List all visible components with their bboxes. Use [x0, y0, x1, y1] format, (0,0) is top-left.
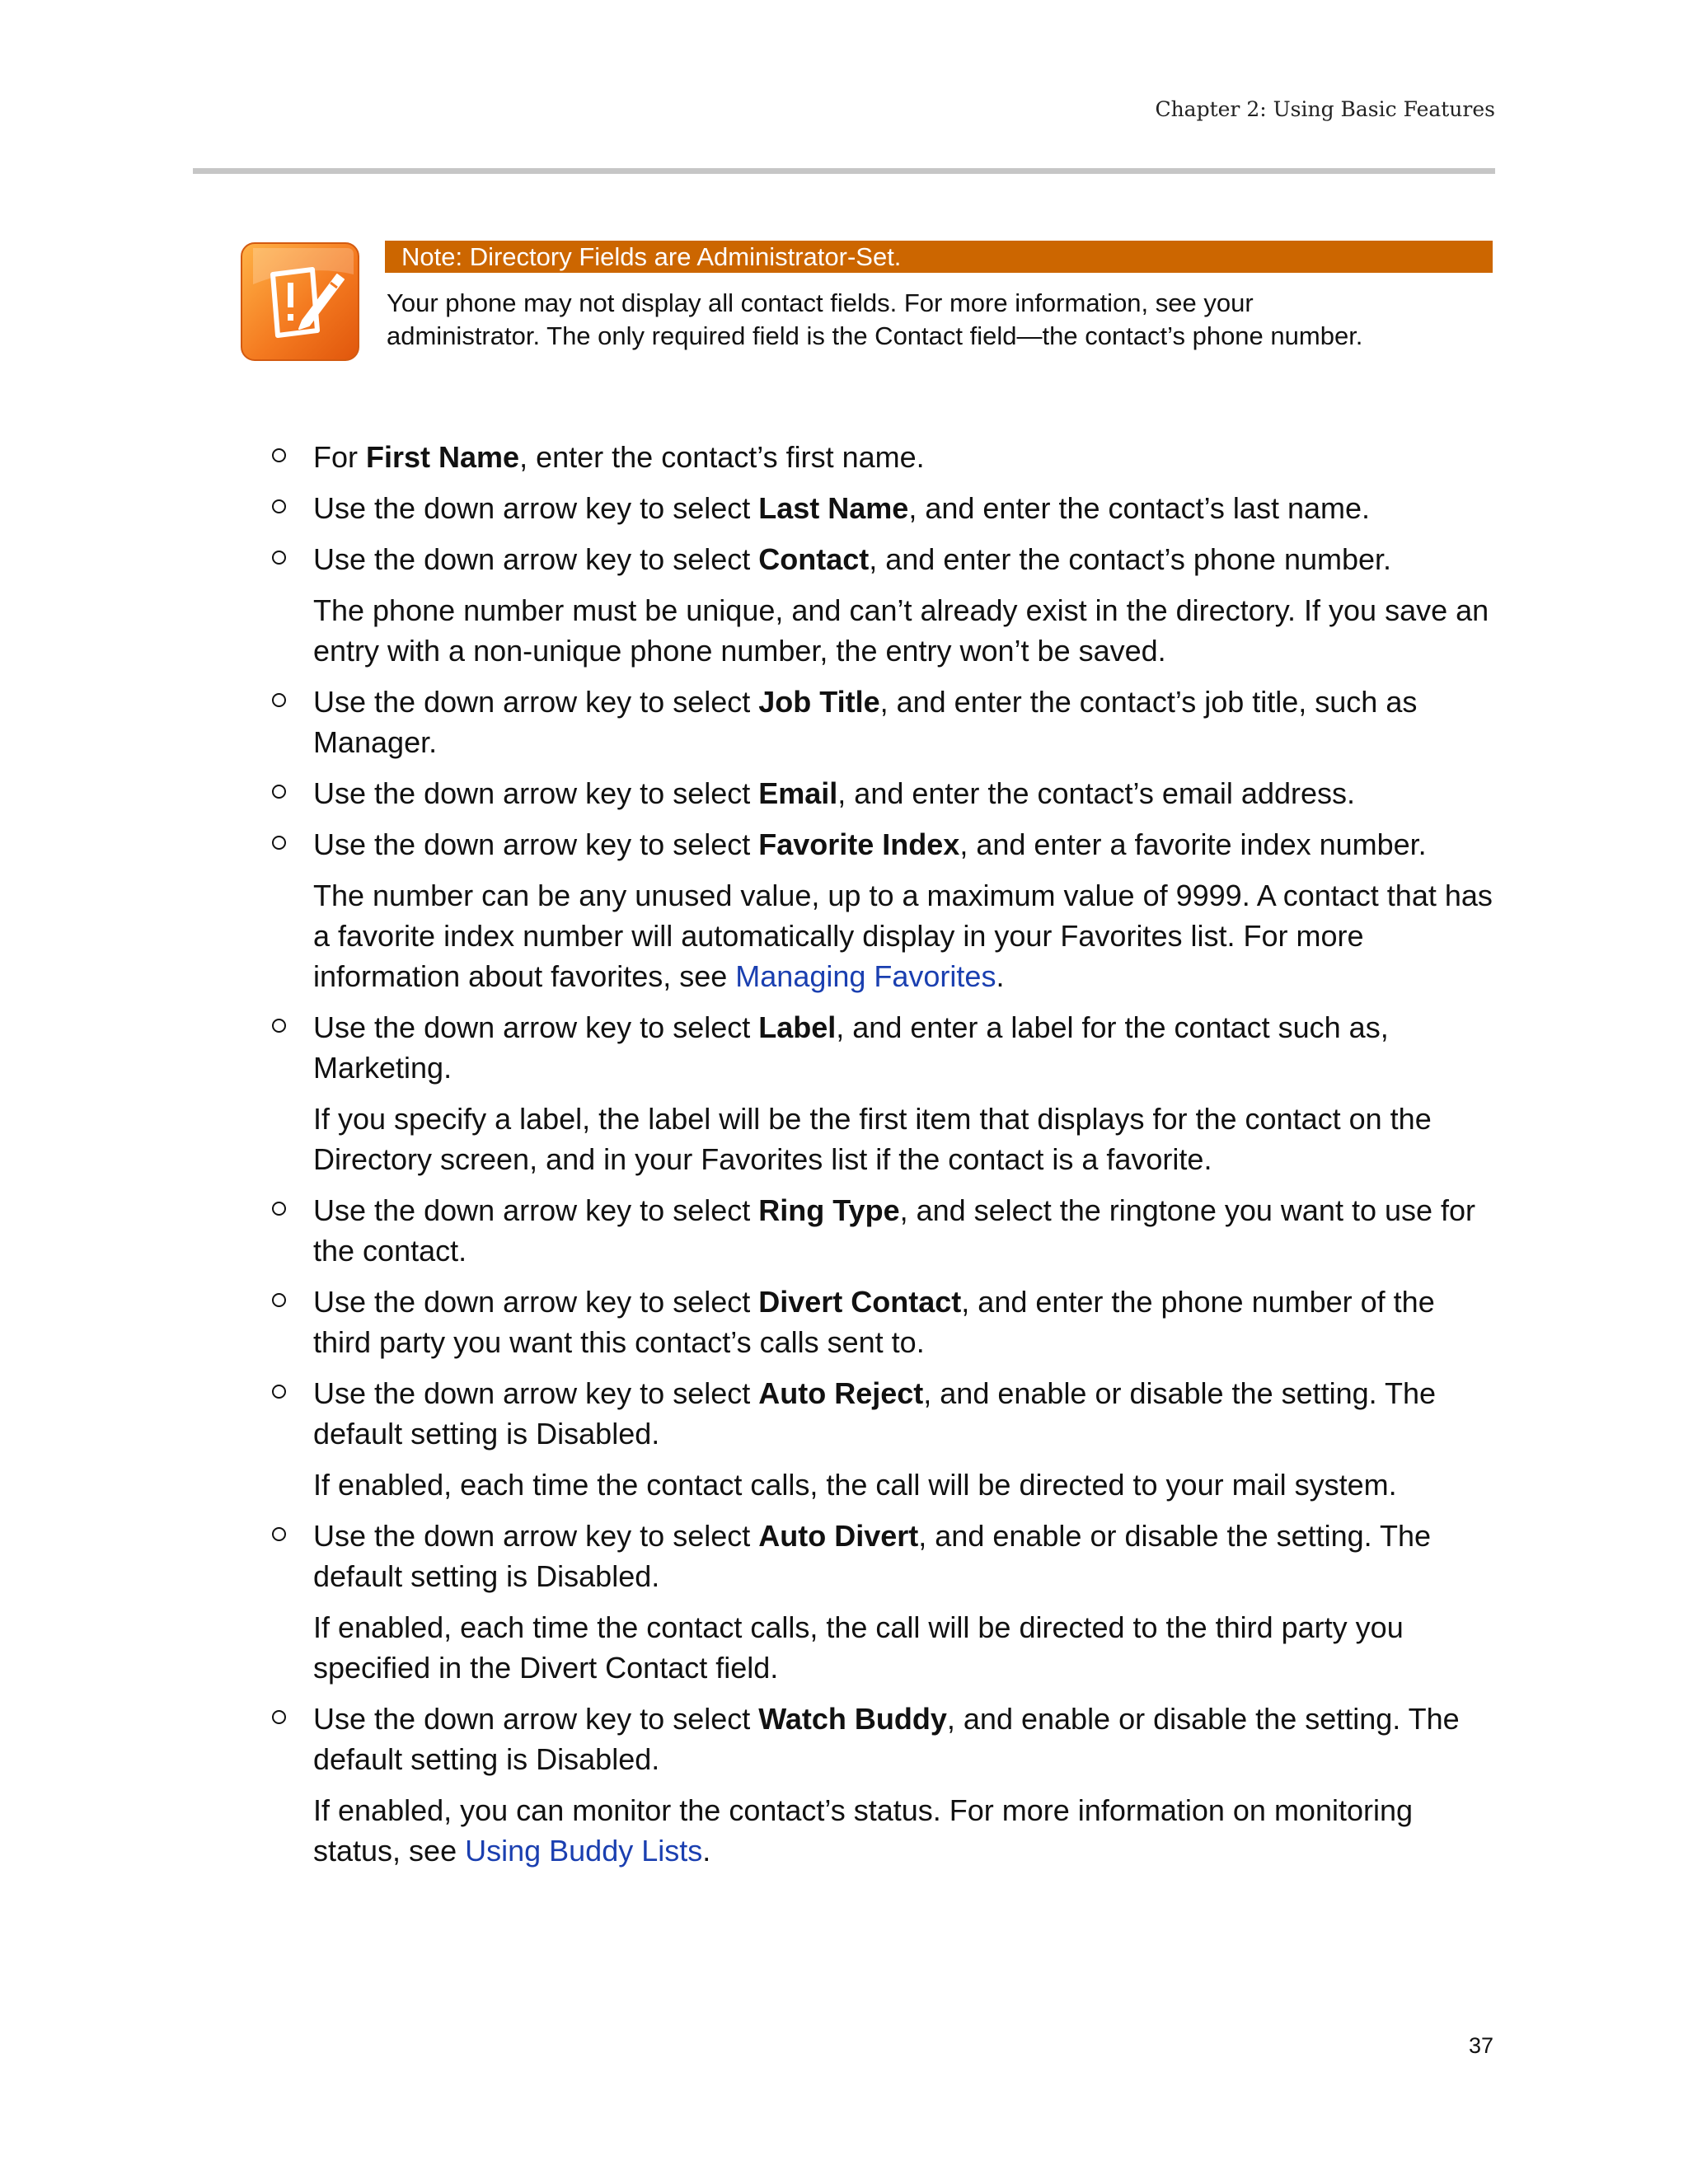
- hollow-circle-bullet-icon: [272, 1293, 286, 1307]
- using-buddy-lists-link[interactable]: Using Buddy Lists: [465, 1834, 703, 1868]
- hollow-circle-bullet-icon: [272, 1019, 286, 1033]
- step-detail: The number can be any unused value, up to a maximum value of 9999. A contact that has a favorite index number will automatically display in your Favorites list. For more information about favorites, see Managing Favorites.: [313, 879, 1493, 993]
- step-watch-buddy: Use the down arrow key to select Watch Buddy, and enable or disable the setting. The default setting is Disabled. If enabled, you can monitor the contact’s status. For more information on monitoring status, see Using Buddy Lists.: [272, 1699, 1500, 1871]
- header-divider: [193, 168, 1495, 174]
- step-favorite-index: Use the down arrow key to select Favorite Index, and enter a favorite index number. The number can be any unused value, up to a maximum value of 9999. A contact that has a favorite index number will automatically display in your Favorites list. For more information about favorites, see Managing Favorites.: [272, 824, 1500, 996]
- hollow-circle-bullet-icon: [272, 785, 286, 799]
- hollow-circle-bullet-icon: [272, 499, 286, 513]
- step-detail: If enabled, you can monitor the contact’s status. For more information on monitoring status, see Using Buddy Lists.: [313, 1793, 1414, 1868]
- step-first-name: For First Name, enter the contact’s first name.: [272, 437, 1500, 477]
- step-detail: The phone number must be unique, and can’t already exist in the directory. If you save an entry with a non-unique phone number, the entry won’t be saved.: [313, 593, 1489, 668]
- hollow-circle-bullet-icon: [272, 551, 286, 565]
- step-ring-type: Use the down arrow key to select Ring Type, and select the ringtone you want to use for the contact.: [272, 1190, 1500, 1271]
- hollow-circle-bullet-icon: [272, 1202, 286, 1216]
- step-auto-reject: Use the down arrow key to select Auto Reject, and enable or disable the setting. The default setting is Disabled. If enabled, each time the contact calls, the call will be directed to your mail system.: [272, 1373, 1500, 1505]
- step-email: Use the down arrow key to select Email, and enter the contact’s email address.: [272, 773, 1500, 813]
- note-pencil-icon: [240, 241, 360, 362]
- step-last-name: Use the down arrow key to select Last Name, and enter the contact’s last name.: [272, 488, 1500, 528]
- note-body-line: administrator. The only required field is the Contact field—the contact’s phone number.: [387, 321, 1363, 350]
- hollow-circle-bullet-icon: [272, 693, 286, 707]
- hollow-circle-bullet-icon: [272, 836, 286, 850]
- page-number: 37: [1468, 2033, 1493, 2058]
- step-divert-contact: Use the down arrow key to select Divert Contact, and enter the phone number of the third party you want this contact’s calls sent to.: [272, 1282, 1500, 1362]
- step-detail: If enabled, each time the contact calls, the call will be directed to your mail system.: [313, 1468, 1397, 1502]
- contact-field-steps: [272, 437, 1500, 1882]
- note-body-line: Your phone may not display all contact fields. For more information, see your: [387, 288, 1254, 317]
- note-title-banner: Note: Directory Fields are Administrator-Set.: [385, 241, 1493, 273]
- step-detail: If you specify a label, the label will be the first item that displays for the contact on the Directory screen, and in your Favorites list if the contact is a favorite.: [313, 1102, 1432, 1176]
- step-label: Use the down arrow key to select Label, and enter a label for the contact such as, Marketing. If you specify a label, the label will be the first item that displays for the contact on the Directory screen, and in your Favorites list if the contact is a favorite.: [272, 1007, 1500, 1179]
- step-job-title: Use the down arrow key to select Job Title, and enter the contact’s job title, such as Manager.: [272, 682, 1500, 762]
- hollow-circle-bullet-icon: [272, 1710, 286, 1724]
- managing-favorites-link[interactable]: Managing Favorites: [735, 959, 996, 993]
- step-contact: Use the down arrow key to select Contact, and enter the contact’s phone number. The phone number must be unique, and can’t already exist in the directory. If you save an entry with a non-unique phone number, the entry won’t be saved.: [272, 539, 1500, 671]
- step-detail: If enabled, each time the contact calls, the call will be directed to the third party you specified in the Divert Contact field.: [313, 1610, 1404, 1685]
- hollow-circle-bullet-icon: [272, 448, 286, 462]
- running-header: Chapter 2: Using Basic Features: [1155, 97, 1495, 121]
- step-auto-divert: Use the down arrow key to select Auto Divert, and enable or disable the setting. The default setting is Disabled. If enabled, each time the contact calls, the call will be directed to the third party you specified in the Divert Contact field.: [272, 1516, 1500, 1688]
- hollow-circle-bullet-icon: [272, 1385, 286, 1399]
- hollow-circle-bullet-icon: [272, 1527, 286, 1541]
- note-body: [387, 287, 1499, 353]
